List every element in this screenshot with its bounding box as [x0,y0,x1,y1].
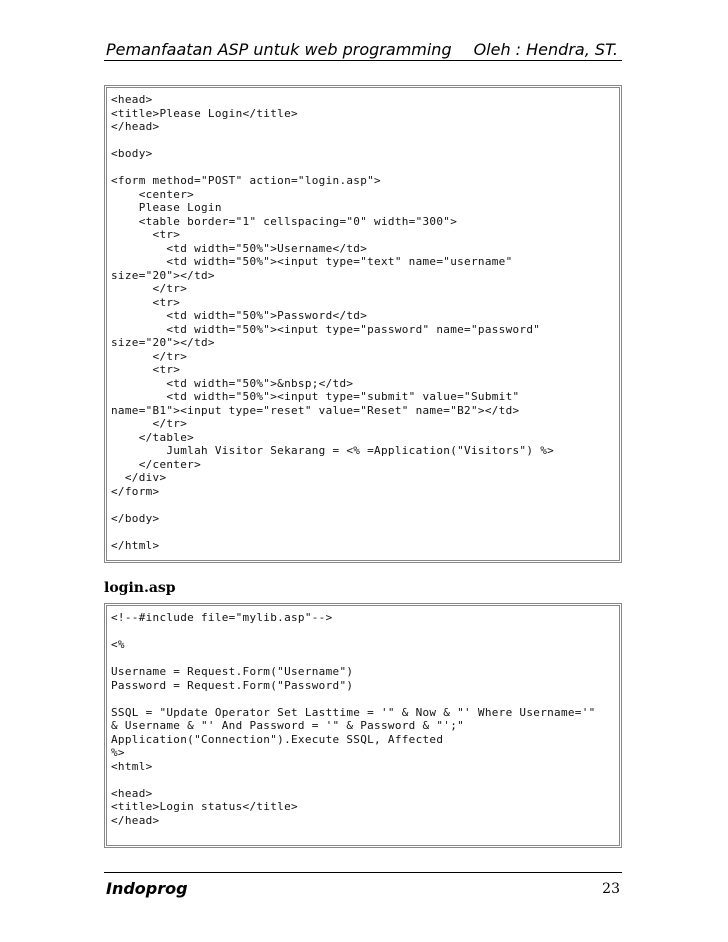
code-line: <head> [111,786,153,800]
code-line: <tr> [111,228,181,241]
code-line [111,498,615,512]
code-line: <table border="1" cellspacing="0" width="300"> [111,214,458,228]
code-line [111,625,615,639]
code-line [111,692,615,706]
code-line [111,134,615,148]
code-line: </body> [111,511,160,525]
code-line: <html> [111,759,153,773]
code-line: <tr> [111,363,181,376]
code-line: </tr> [111,349,188,363]
code-line: </form> [111,484,160,498]
code-line: %> [111,746,125,759]
code-line: Password = Request.Form("Password") [111,678,354,692]
page-footer [104,872,622,901]
code-line: <center> [111,187,195,201]
code-line: <form method="POST" action="login.asp"> [111,174,381,187]
code-line: </html> [111,538,160,552]
code-line: <% [111,638,125,651]
code-line [111,161,615,175]
code-line: <td width="50%"><input type="submit" value="Submit" [111,390,520,403]
code-line: <!--#include file="mylib.asp"--> [111,611,333,624]
code-line: </head> [111,120,160,133]
footer-brand: Indoprog [106,879,188,898]
code-line: <td width="50%"><input type="text" name="username" [111,255,513,268]
code-line: size="20"></td> [111,268,215,282]
header-author: Oleh : Hendra, ST. [473,40,618,59]
code-line: </div> [111,471,167,484]
code-line: Jumlah Visitor Sekarang = <% =Application("Visitors") %> [111,444,555,457]
page-header [104,40,622,61]
code-line [111,652,615,666]
code-line: <head> [111,93,153,106]
code-line: </center> [111,457,201,471]
code-block-login-form [104,85,622,563]
header-title: Pemanfaatan ASP untuk web programming [106,40,452,59]
code-line [111,525,615,539]
code-line: name="B1"><input type="reset" value="Reset" name="B2"></td> [111,403,520,417]
code-line: Please Login [111,201,222,214]
code-line: </table> [111,430,195,444]
code-line: <td width="50%">Password</td> [111,309,368,322]
code-line: Username = Request.Form("Username") [111,665,354,678]
code-line: <tr> [111,295,181,309]
page-number: 23 [602,881,620,897]
code-line: & Username & "' And Password = '" & Password & "';" [111,719,465,732]
code-line [111,773,615,787]
code-line: <title>Please Login</title> [111,106,298,120]
code-line: <td width="50%">&nbsp;</td> [111,376,354,390]
code-block-login-asp [104,603,622,848]
code-line: <td width="50%">Username</td> [111,241,368,255]
code-line: <body> [111,147,153,160]
code-line: </tr> [111,417,188,430]
code-line: size="20"></td> [111,336,215,349]
code-line: <td width="50%"><input type="password" name="password" [111,322,541,336]
section-title: login.asp [104,580,176,596]
code-line: Application("Connection").Execute SSQL, Affected [111,732,444,746]
code-line: </head> [111,813,160,827]
code-line: <title>Login status</title> [111,800,298,813]
code-line: </tr> [111,282,188,295]
code-line: SSQL = "Update Operator Set Lasttime = '" & Now & "' Where Username='" [111,705,596,719]
